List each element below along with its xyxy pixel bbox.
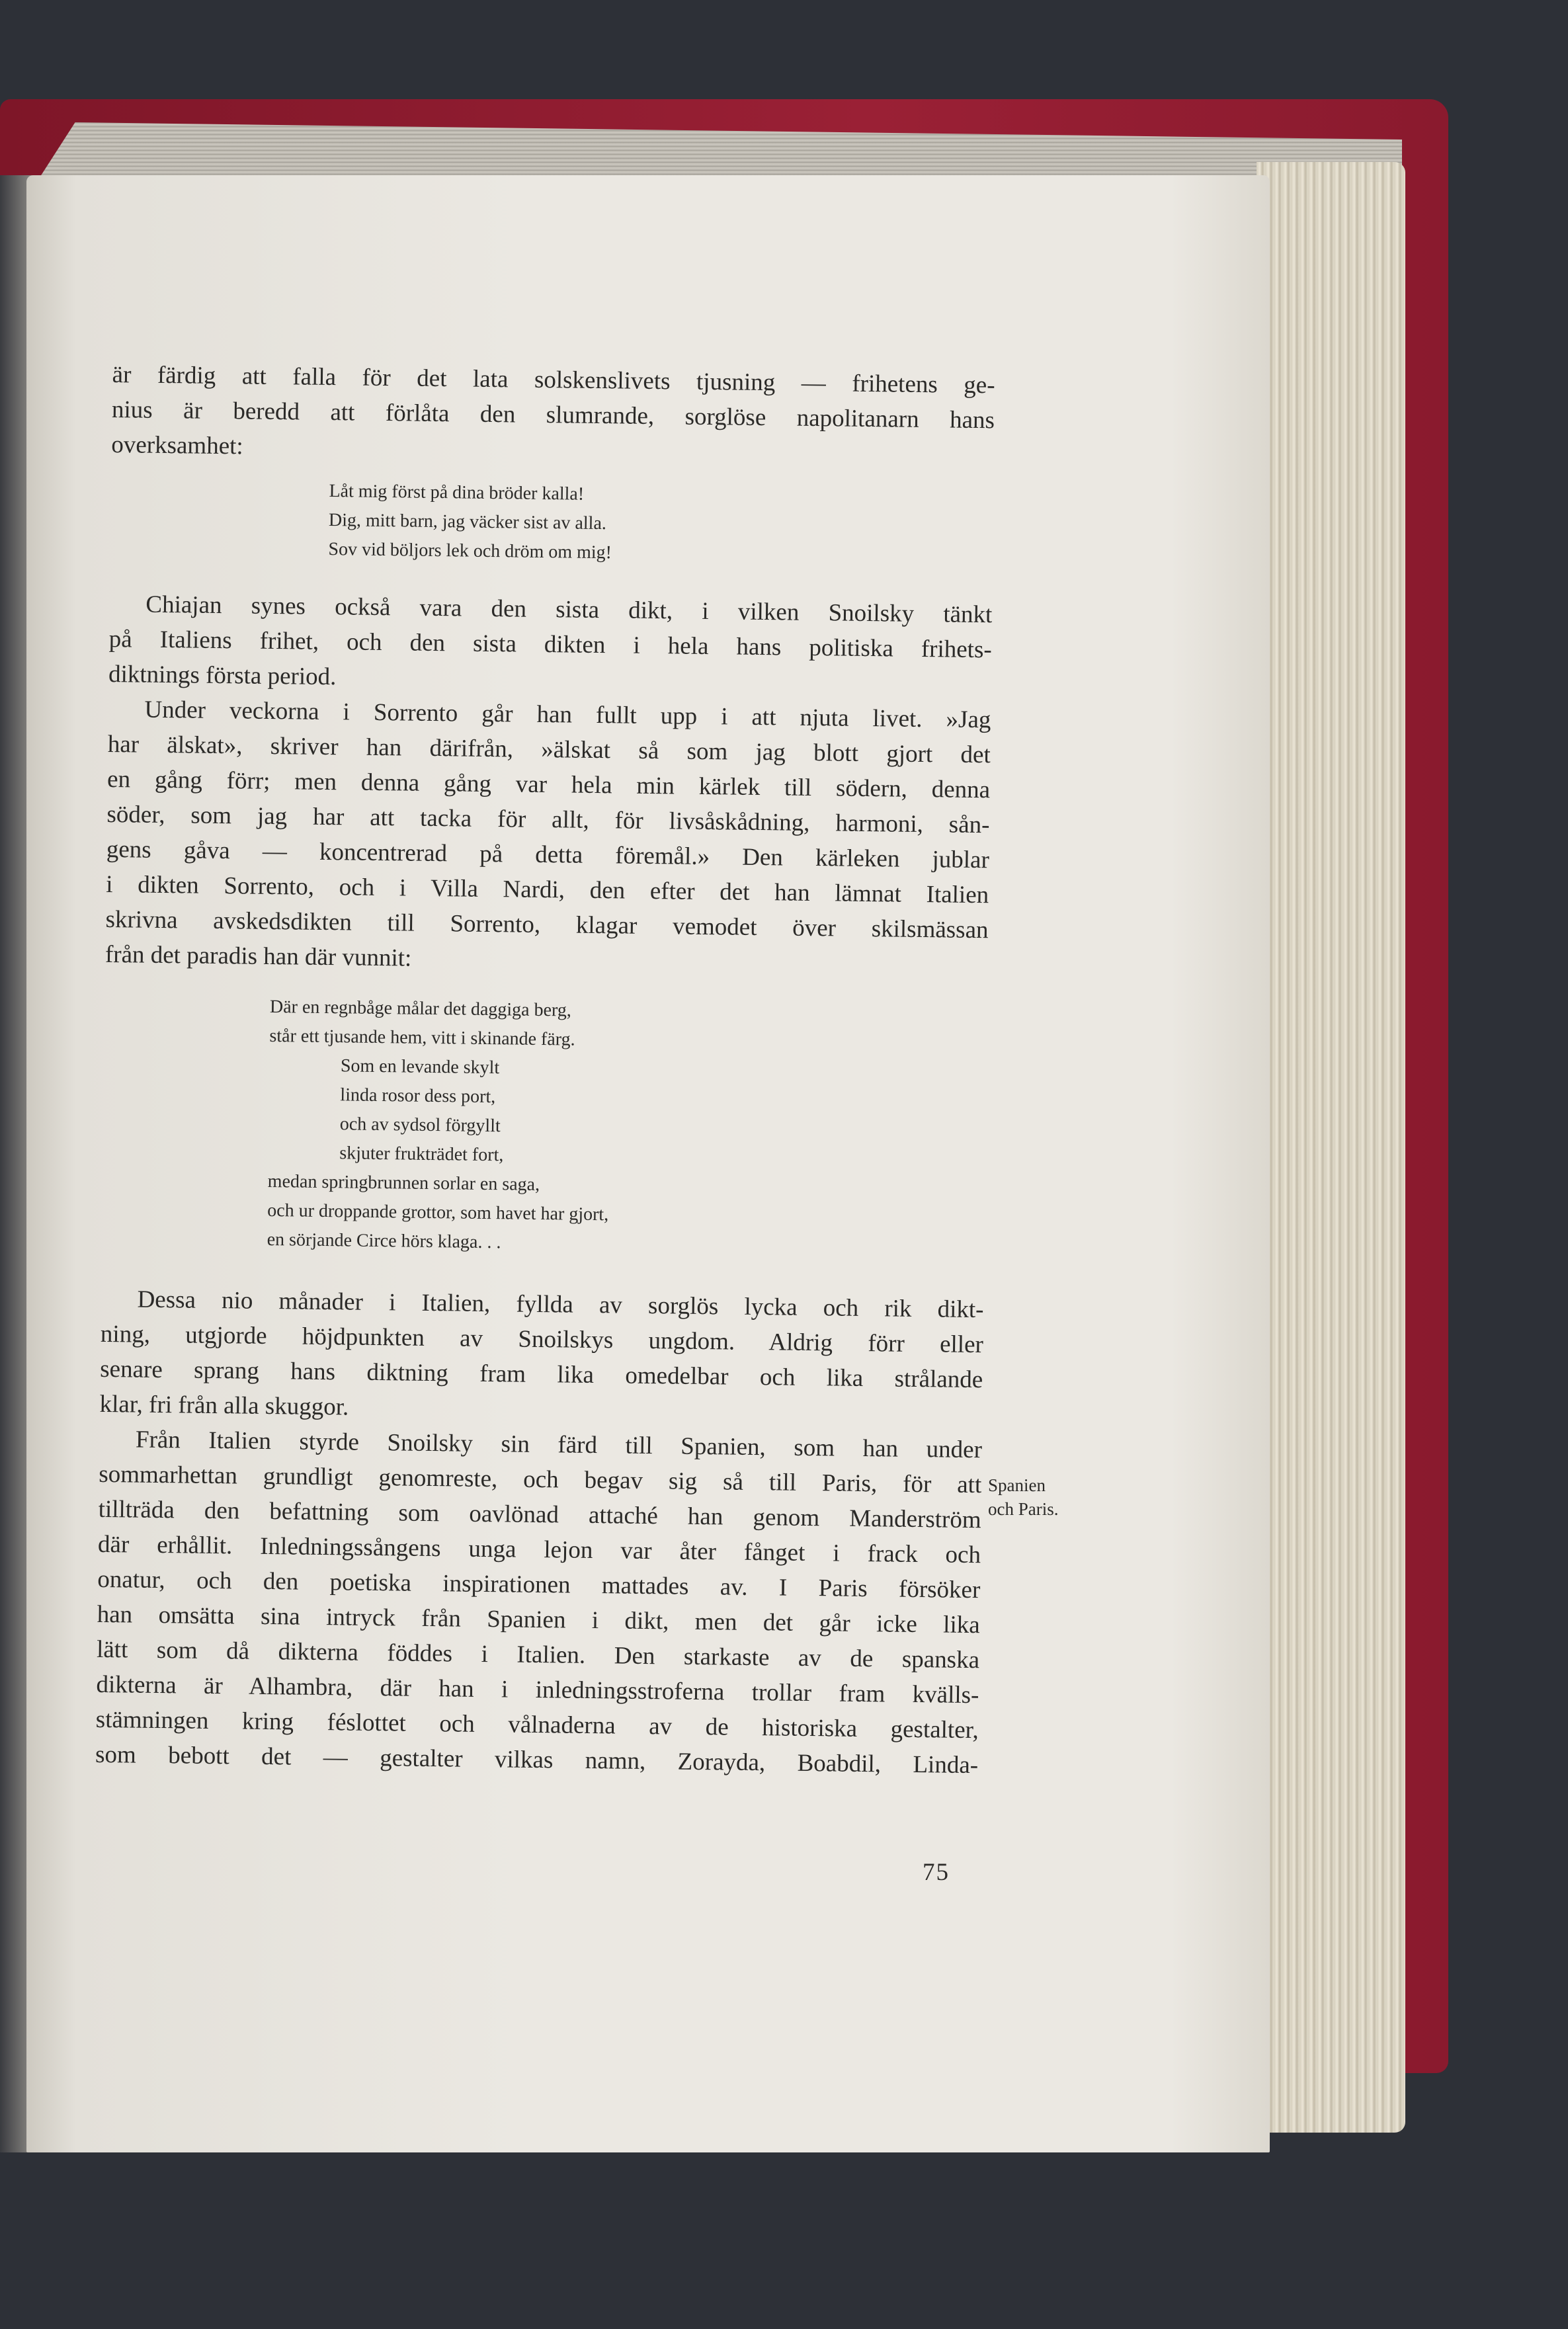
margin-note-line: och Paris. (988, 1499, 1059, 1519)
page-number: 75 (923, 1859, 950, 1886)
text-line: sommarhettan grundligt genomreste, och begav sig så till Paris, för att (99, 1460, 982, 1499)
verse-line: Som en levande skylt (340, 1055, 500, 1079)
text-line: Från Italien styrde Snoilsky sin färd till Spanien, som han under (135, 1426, 983, 1464)
paragraph-1 (111, 357, 995, 473)
verse-line: står ett tjusande hem, vitt i skinande färg. (269, 1025, 575, 1050)
verse-line: en sörjande Circe hörs klaga. . . (267, 1229, 501, 1253)
text-line: ning, utgjorde höjdpunkten av Snoilskys ungdom. Aldrig förr eller (100, 1320, 984, 1359)
text-line: lätt som då dikterna föddes i Italien. Den starkaste av de spanska (96, 1635, 980, 1674)
text-line: stämningen kring féslottet och vålnaderna av de historiska gestalter, (95, 1705, 979, 1744)
verse-quote-1 (328, 477, 994, 572)
text-line: han omsätta sina intryck från Spanien i dikt, men det går icke lika (97, 1600, 980, 1639)
verse-line: Där en regnbåge målar det daggiga berg, (269, 996, 572, 1021)
text-line: Dessa nio månader i Italien, fyllda av sorglös lycka och rik dikt- (137, 1286, 984, 1324)
text-line: har älskat», skriver han därifrån, »älskat så som jag blott gjort det (107, 730, 991, 769)
text-line: onatur, och den poetiska inspirationen mattades av. I Paris försöker (97, 1565, 981, 1604)
text-line: senare sprang hans diktning fram lika omedelbar och lika strålande (100, 1355, 983, 1394)
text-line: i dikten Sorrento, och i Villa Nardi, den efter det han lämnat Italien (106, 870, 989, 909)
margin-note-line: Spanien (988, 1475, 1046, 1495)
verse-quote-2 (267, 993, 987, 1263)
verse-line: Låt mig först på dina bröder kalla! (329, 481, 585, 505)
page-text (95, 357, 995, 1783)
verse-line: Dig, mitt barn, jag väcker sist av alla. (328, 510, 607, 534)
paragraph-2 (108, 587, 993, 702)
text-line: diktnings första period. (108, 660, 337, 691)
text-line: klar, fri från alla skuggor. (99, 1390, 349, 1421)
verse-line: och ur droppande grottor, som havet har gjort, (267, 1200, 609, 1225)
text-line: från det paradis han där vunnit: (104, 940, 412, 972)
text-line: där erhållit. Inledningssångens unga lejon var åter fånget i frack och (97, 1530, 981, 1569)
text-line: nius är beredd att förlåta den slumrande, sorglöse napolitanarn hans (111, 395, 995, 434)
margin-note (988, 1473, 1081, 1521)
text-line: gens gåva — koncentrerad på detta föremål.» Den kärleken jublar (106, 835, 990, 874)
text-line: är färdig att falla för det lata solskenslivets tjusning — frihetens ge- (112, 360, 995, 399)
text-line: dikterna är Alhambra, där han i inledningsstroferna trollar fram kvälls- (96, 1670, 979, 1709)
text-line: som bebott det — gestalter vilkas namn, Zorayda, Boabdil, Linda- (95, 1740, 979, 1779)
verse-line: skjuter frukträdet fort, (339, 1143, 504, 1166)
verse-line: Sov vid böljors lek och dröm om mig! (328, 539, 612, 563)
text-line: en gång förr; men denna gång var hela min kärlek till södern, denna (106, 765, 991, 804)
paragraph-4 (99, 1282, 983, 1432)
verse-line: linda rosor dess port, (340, 1084, 496, 1108)
text-line: skrivna avskedsdikten till Sorrento, klagar vemodet över skilsmässan (105, 905, 989, 944)
text-line: Chiajan synes också vara den sista dikt, i vilken Snoilsky tänkt (145, 591, 993, 629)
text-line: söder, som jag har att tacka för allt, för livsåskådning, harmoni, sån- (106, 800, 990, 839)
verse-line: medan springbrunnen sorlar en saga, (267, 1170, 540, 1195)
verse-line: och av sydsol förgyllt (339, 1114, 501, 1137)
paragraph-3 (105, 692, 991, 983)
text-line: overksamhet: (111, 430, 243, 460)
paragraph-5 (95, 1422, 982, 1783)
text-line: Under veckorna i Sorrento går han fullt upp i att njuta livet. »Jag (144, 696, 991, 734)
page-edges-side (1257, 162, 1405, 2133)
text-line: på Italiens frihet, och den sista dikten i hela hans politiska frihets- (108, 625, 992, 664)
text-line: tillträda den befattning som oavlönad attaché han genom Manderström (98, 1495, 981, 1534)
